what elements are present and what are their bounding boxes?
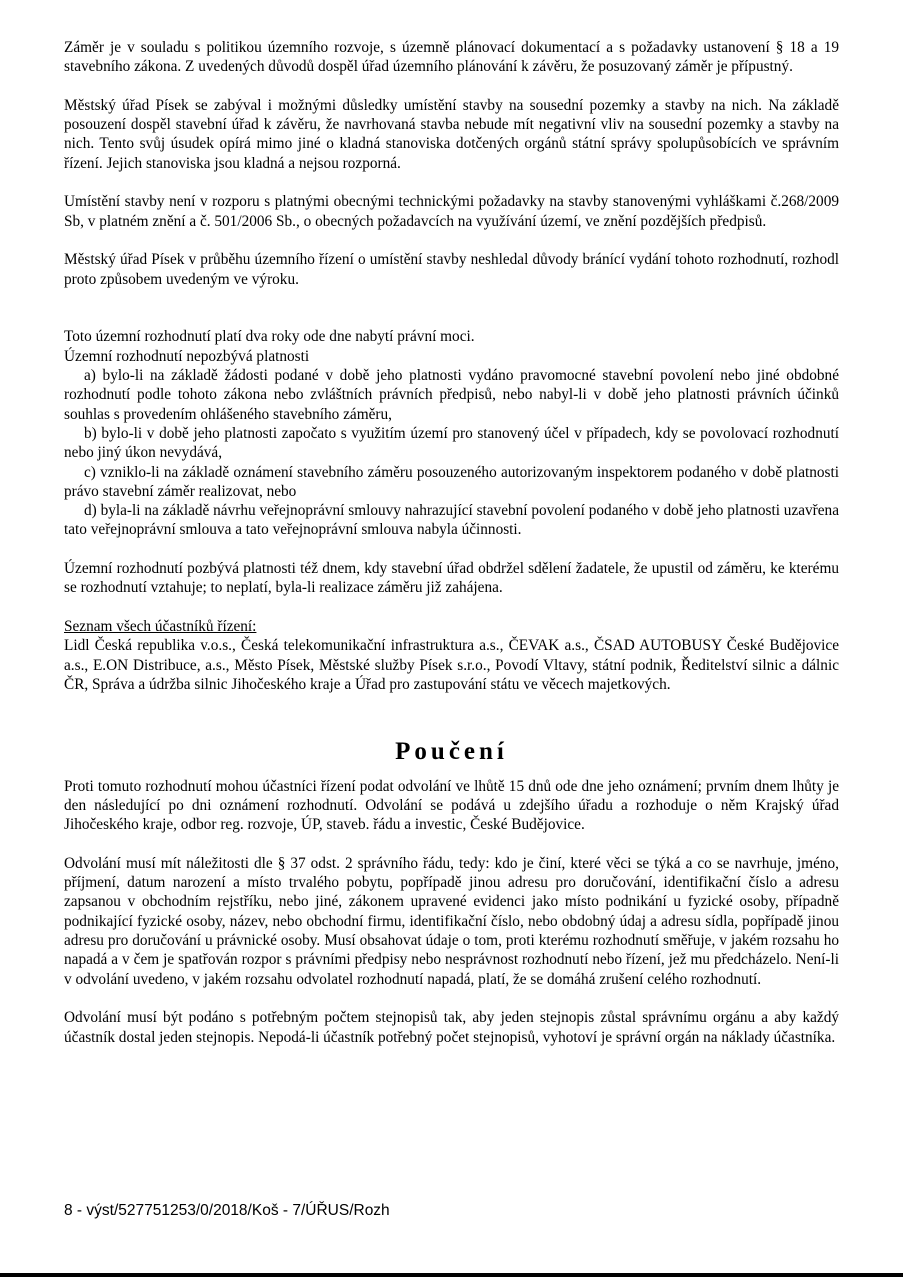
document-page [64,38,839,1047]
paragraph-compliance: Záměr je v souladu s politikou územního rozvoje, s územně plánovací dokumentací a s požadavky ustanovení § 18 a 19 stavebního zákona. Z uvedených důvodů dospěl úřad územního plánování k závěru, že posuzovaný záměr je přípustný. [64,39,839,76]
participants-heading: Seznam všech účastníků řízení: [64,617,257,635]
pouceni-paragraph-requirements: Odvolání musí mít náležitosti dle § 37 odst. 2 správního řádu, tedy: kdo je činí, které věci se týká a co se navrhuje, jméno, příjmení, datum narození a místo trvalého pobytu, popřípadě jinou adresu pro doručování, identifikační číslo a adresu zapsanou v obchodním rejstříku, nebo jiné, zákonem upravené evidenci jako místo podnikání u fyzické osoby, případně podnikající fyzické osoby, název, nebo obchodní firmu, identifikační číslo, nebo obdobný údaj a adresu sídla, popřípadě jinou adresu pro doručování u právnické osoby. Musí obsahovat údaje o tom, proti kterému rozhodnutí směřuje, v jakém rozsahu ho napadá a v čem je spatřován rozpor s právními předpisy nebo nesprávnost rozhodnutí nebo řízení, jež mu předcházelo. Není-li v odvolání uvedeno, v jakém rozsahu odvolatel rozhodnutí napadá, platí, že se domáhá zrušení celého rozhodnutí. [64,854,839,988]
paragraph-validity-exceptions: Územní rozhodnutí nepozbývá platnosti [64,347,310,365]
pouceni-paragraph-copies: Odvolání musí být podáno s potřebným počtem stejnopisů tak, aby jeden stejnopis zůstal správnímu orgánu a aby každý účastník dostal jeden stejnopis. Nepodá-li účastník potřebný počet stejnopisů, vyhotoví je správní orgán na náklady účastníka. [64,1009,839,1046]
paragraph-technical-requirements: Umístění stavby není v rozporu s platnými obecnými technickými požadavky na stavby stanovenými vyhláškami č.268/2009 Sb, v platném znění a č. 501/2006 Sb., o obecných požadavcích na využívání území, ve znění pozdějších předpisů. [64,193,839,230]
pouceni-heading: Poučení [395,737,508,765]
paragraph-expiry: Územní rozhodnutí pozbývá platnosti též dnem, kdy stavební úřad obdržel sdělení žadatele, že upustil od záměru, ke kterému se rozhodnutí vztahuje; to neplatí, byla-li realizace záměru již zahájena. [64,560,839,597]
list-item-b: b) bylo-li v době jeho platnosti započato s využitím území pro stanovený účel v případech, kdy se povolovací rozhodnutí nebo jiný úkon nevydává, [64,424,839,462]
paragraph-neighbour-impact: Městský úřad Písek se zabýval i možnými důsledky umístění stavby na sousední pozemky a stavby na nich. Na základě posouzení dospěl stavební úřad k závěru, že navrhovaná stavba nebude mít negativní vliv na sousední pozemky a stavby na nich. Tento svůj úsudek opírá mimo jiné o kladná stanoviska dotčených orgánů státní správy spolupůsobících ve správním řízení. Jejich stanoviska jsou kladná a nejsou rozporná. [64,96,839,172]
bottom-divider [0,1273,903,1277]
pouceni-paragraph-appeal: Proti tomuto rozhodnutí mohou účastníci řízení podat odvolání ve lhůtě 15 dnů ode dne jeho oznámení; prvním dnem lhůty je den následující po dni oznámení rozhodnutí. Odvolání se podává u zdejšího úřadu a rozhoduje o něm Krajský úřad Jihočeského kraje, odbor reg. rozvoje, ÚP, staveb. řádu a investic, České Budějovice. [64,777,839,834]
list-item-c: c) vzniklo-li na základě oznámení stavebního záměru posouzeného autorizovaným inspektorem podaného v době platnosti právo stavební záměr realizovat, nebo [64,463,839,500]
list-item-d: d) byla-li na základě návrhu veřejnoprávní smlouvy nahrazující stavební povolení podaného v době jeho platnosti uzavřena tato veřejnoprávní smlouva a tato veřejnoprávní smlouva nabyla účinnosti. [64,502,839,539]
list-item-a: a) bylo-li na základě žádosti podané v době jeho platnosti vydáno pravomocné stavební povolení nebo jiné obdobné rozhodnutí podle tohoto zákona nebo zvláštních právních předpisů, nebo nabyl-li v době jeho platnosti právních účinků souhlas s provedením ohlášeného stavebního záměru, [64,367,839,423]
participants-list: Lidl Česká republika v.o.s., Česká telekomunikační infrastruktura a.s., ČEVAK a.s., ČSAD AUTOBUSY České Budějovice a.s., E.ON Distribuce, a.s., Město Písek, Městské služby Písek s.r.o., Povodí Vltavy, státní podnik, Ředitelství silnic a dálnic ČR, Správa a údržba silnic Jihočeského kraje a Úřad pro zastupování státu ve věcech majetkových. [64,637,839,693]
footer-reference: 8 - výst/527751253/0/2018/Koš - 7/ÚŘUS/Rozh [64,1202,390,1219]
paragraph-validity: Toto územní rozhodnutí platí dva roky ode dne nabytí právní moci. [64,328,475,346]
paragraph-decision-reason: Městský úřad Písek v průběhu územního řízení o umístění stavby neshledal důvody bránící vydání tohoto rozhodnutí, rozhodl proto způsobem uvedeným ve výroku. [64,251,839,288]
